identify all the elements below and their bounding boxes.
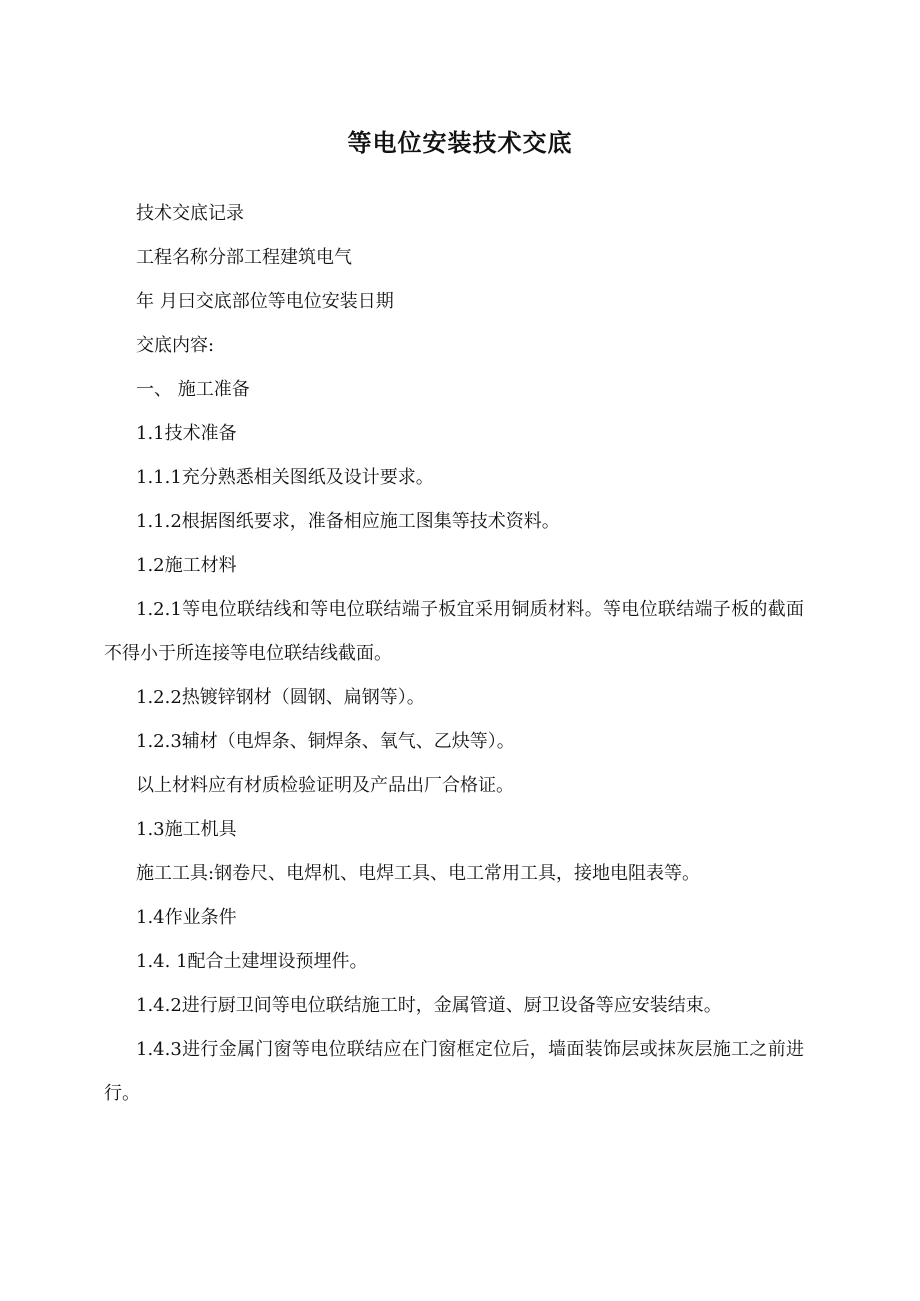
section-heading-preparation: 一、 施工准备 — [136, 379, 250, 400]
subsection-technical-preparation: 1.1技术准备 — [136, 423, 237, 444]
subsection-materials: 1.2施工材料 — [136, 555, 237, 576]
equipment-list: 施工工具:钢卷尺、电焊机、电焊工具、电工常用工具，接地电阻表等。 — [136, 863, 701, 884]
paragraph-content-label: 交底内容: — [136, 335, 215, 356]
materials-certification-note: 以上材料应有材质检验证明及产品出厂合格证。 — [136, 775, 514, 796]
item-1-4-1: 1.4. 1配合土建埋设预埋件。 — [136, 951, 368, 972]
subsection-equipment: 1.3施工机具 — [136, 819, 237, 840]
item-1-2-3: 1.2.3辅材（电焊条、铜焊条、氧气、乙炔等）。 — [136, 731, 515, 752]
subsection-work-conditions: 1.4作业条件 — [136, 907, 237, 928]
item-1-1-1: 1.1.1充分熟悉相关图纸及设计要求。 — [136, 467, 434, 488]
paragraph-record: 技术交底记录 — [136, 203, 244, 224]
item-1-1-2: 1.1.2根据图纸要求，准备相应施工图集等技术资料。 — [136, 511, 560, 532]
item-1-4-2: 1.4.2进行厨卫间等电位联结施工时，金属管道、厨卫设备等应安装结束。 — [136, 995, 722, 1016]
item-1-4-3: 1.4.3进行金属门窗等电位联结应在门窗框定位后，墙面装饰层或抹灰层施工之前进行。 — [104, 1039, 804, 1104]
document-body — [104, 192, 804, 1116]
item-1-2-2: 1.2.2热镀锌钢材（圆钢、扁钢等）。 — [136, 687, 425, 708]
paragraph-date-location: 年 月曰交底部位等电位安装日期 — [136, 291, 394, 312]
document-title: 等电位安装技术交底 — [347, 128, 573, 157]
item-1-2-1: 1.2.1等电位联结线和等电位联结端子板宜采用铜质材料。等电位联结端子板的截面不得小于所连接等电位联结线截面。 — [104, 599, 804, 664]
paragraph-project-name: 工程名称分部工程建筑电气 — [136, 247, 352, 268]
